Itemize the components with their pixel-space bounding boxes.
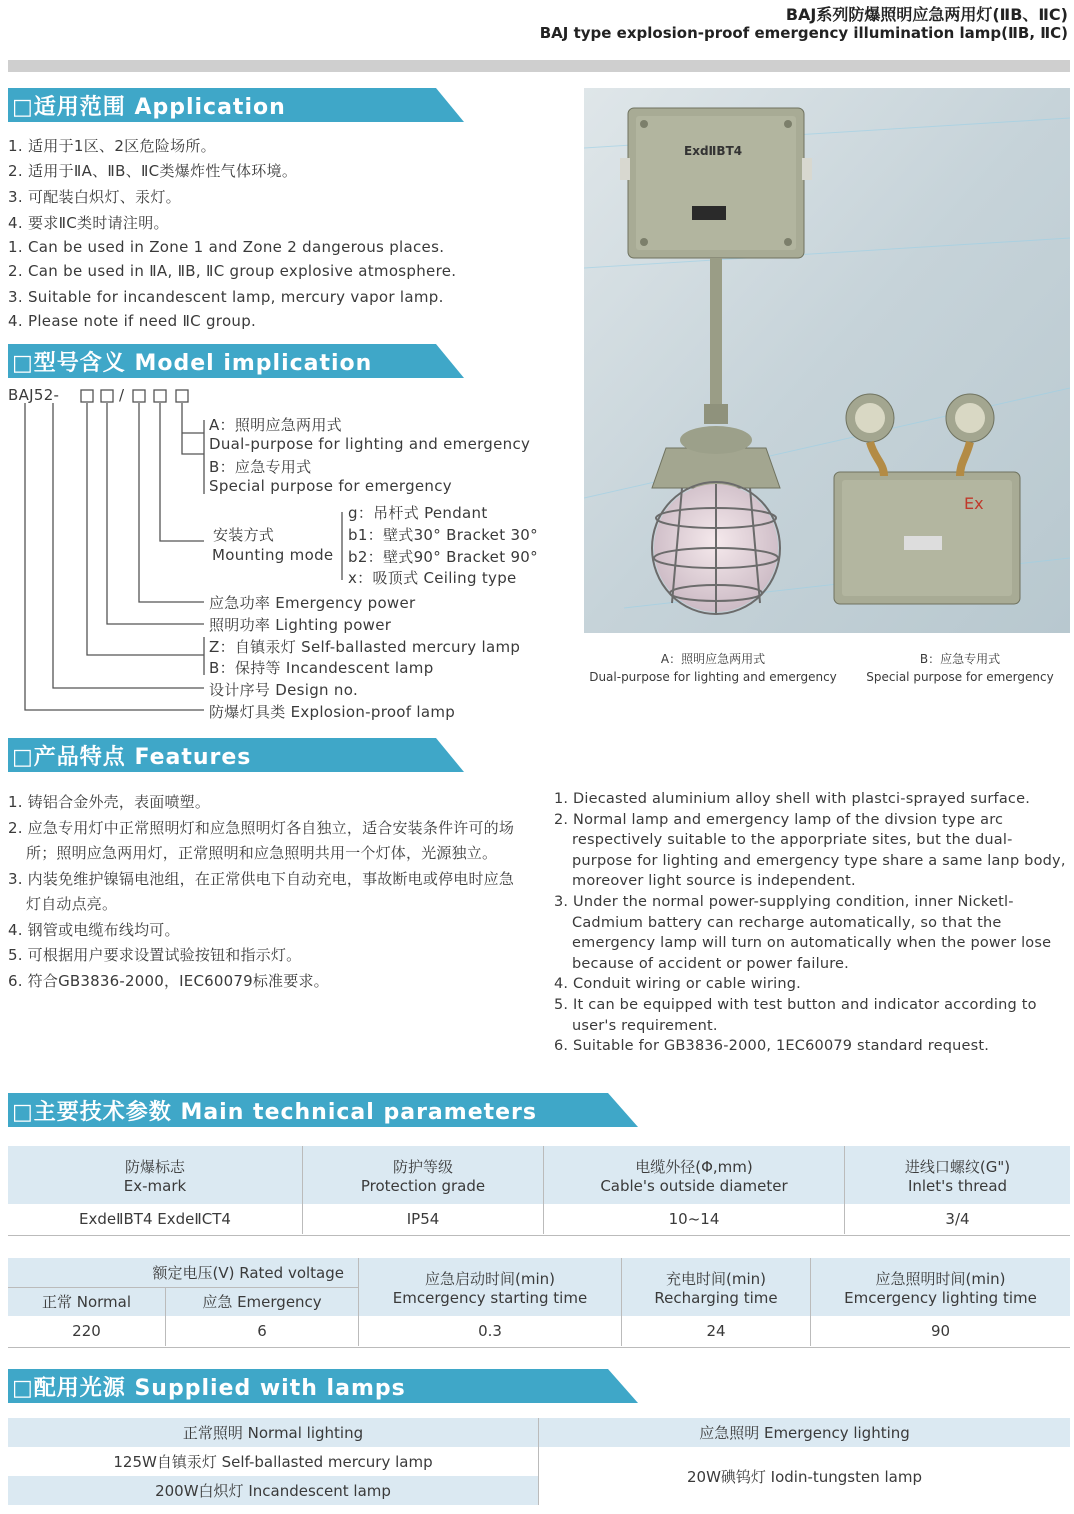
params-rated-voltage: 额定电压(V) Rated voltage <box>8 1258 359 1287</box>
feature-en-item: 3. Under the normal power-supplying condition, inner Nicketl-Cadmium battery can recharge automatically, so that the emergency lamp will turn on automatically when the power lose because of accident or power failure. <box>554 893 1052 972</box>
caption-a-en: Dual-purpose for lighting and emergency <box>589 670 837 684</box>
application-item: 4. Please note if need ⅡC group. <box>8 312 257 330</box>
feature-en-item: 1. Diecasted aluminium alloy shell with plastci-sprayed surface. <box>554 791 1031 807</box>
feature-cn-item: 5. 可根据用户要求设置试验按钮和指示灯。 <box>8 946 302 964</box>
section-lamps-title: □配用光源 Supplied with lamps <box>12 1376 406 1401</box>
feature-cn-item: 3. 内装免维护镍镉电池组，在正常供电下自动充电，事故断电或停电时应急灯自动点亮。 <box>8 869 515 913</box>
model-label-b-en: Special purpose for emergency <box>209 477 452 495</box>
application-item: 3. Suitable for incandescent lamp, mercury vapor lamp. <box>8 288 444 306</box>
params-header-thread: 进线口螺纹(G") Inlet's thread <box>845 1146 1071 1204</box>
params-value-light: 90 <box>811 1316 1071 1346</box>
params-header-start: 应急启动时间(min) Emcergency starting time <box>359 1258 622 1316</box>
section-application-title: □适用范围 Application <box>12 95 286 120</box>
model-label-mount-cn: 安装方式 <box>213 526 275 544</box>
params-header-cable: 电缆外径(Φ,mm) Cable's outside diameter <box>544 1146 845 1204</box>
section-features-header <box>8 738 464 772</box>
model-label-design-no: 设计序号 Design no. <box>209 681 359 699</box>
feature-cn-item: 6. 符合GB3836-2000，IEC60079标准要求。 <box>8 971 329 990</box>
table-rule <box>8 1235 1070 1236</box>
params-header-charge: 充电时间(min) Recharging time <box>622 1258 811 1316</box>
model-label-b2: b2：壁式90° Bracket 90° <box>348 548 538 566</box>
model-label-z: Z：自镇汞灯 Self-ballasted mercury lamp <box>209 638 521 656</box>
model-label-mount-en: Mounting mode <box>212 546 334 564</box>
table-rule <box>8 1347 1070 1348</box>
photo-mark-a: ExdⅡBT4 <box>684 144 743 158</box>
application-item: 2. Can be used in ⅡA, ⅡB, ⅡC group explosive atmosphere. <box>8 262 457 280</box>
params-value-exmark: ExdeⅡBT4 ExdeⅡCT4 <box>79 1210 231 1228</box>
caption-b-cn: B：应急专用式 <box>919 652 1001 666</box>
params-value-normal: 220 <box>72 1322 101 1340</box>
application-item: 4. 要求ⅡC类时请注明。 <box>8 214 169 232</box>
application-item: 1. Can be used in Zone 1 and Zone 2 dangerous places. <box>8 238 445 256</box>
application-item: 2. 适用于ⅡA、ⅡB、ⅡC类爆炸性气体环境。 <box>8 162 298 180</box>
model-code-diagram <box>0 0 600 730</box>
model-label-a-en: Dual-purpose for lighting and emergency <box>209 435 531 453</box>
params-value-emergency: 6 <box>166 1316 359 1346</box>
lamps-emergency-1: 20W碘钨灯 Iodin-tungsten lamp <box>539 1447 1071 1505</box>
params-header-exmark: 防爆标志 Ex-mark <box>123 1157 187 1195</box>
section-lamps-header <box>8 1369 638 1403</box>
model-label-x: x：吸顶式 Ceiling type <box>348 569 517 587</box>
page-title-cn: BAJ系列防爆照明应急两用灯(ⅡB、ⅡC) <box>785 5 1068 24</box>
params-value-start: 0.3 <box>359 1316 622 1346</box>
params-header-light: 应急照明时间(min) Emcergency lighting time <box>811 1258 1071 1316</box>
model-label-b1: b1：壁式30° Bracket 30° <box>348 526 538 544</box>
model-label-ex-lamp: 防爆灯具类 Explosion-proof lamp <box>209 703 456 721</box>
features-en-list <box>554 789 1070 1057</box>
photo-mark-b: Ex <box>964 494 984 513</box>
lamps-header-emergency: 应急照明 Emergency lighting <box>539 1418 1071 1447</box>
params-value-charge: 24 <box>622 1316 811 1346</box>
page-title-en: BAJ type explosion-proof emergency illumination lamp(ⅡB, ⅡC) <box>539 24 1068 42</box>
product-photo <box>584 88 1070 633</box>
application-item: 3. 可配装白炽灯、汞灯。 <box>8 188 181 206</box>
params-value-cable: 10~14 <box>544 1204 845 1234</box>
feature-en-item: 4. Conduit wiring or cable wiring. <box>554 976 801 993</box>
section-params-header <box>8 1093 638 1127</box>
feature-en-item: 5. It can be equipped with test button and indicator according to user's requirement. <box>554 996 1037 1034</box>
model-code-slash: / <box>119 386 125 404</box>
model-label-g: g：吊杆式 Pendant <box>348 504 488 522</box>
params-table-1 <box>8 1146 1070 1234</box>
model-label-b-lamp: B：保持等 Incandescent lamp <box>209 659 434 677</box>
lamps-header-normal: 正常照明 Normal lighting <box>182 1424 364 1442</box>
section-features-title: □产品特点 Features <box>12 745 252 770</box>
feature-cn-item: 1. 铸铝合金外壳，表面喷塑。 <box>8 793 211 811</box>
model-code-prefix: BAJ52- <box>8 386 60 404</box>
params-table-2 <box>8 1258 1070 1346</box>
model-label-a-cn: A：照明应急两用式 <box>209 416 342 434</box>
model-label-emergency-power: 应急功率 Emergency power <box>209 594 416 612</box>
params-value-thread: 3/4 <box>845 1204 1071 1234</box>
model-label-b-cn: B：应急专用式 <box>209 458 312 476</box>
feature-en-item: 6. Suitable for GB3836-2000, 1EC60079 standard request. <box>554 1038 990 1055</box>
caption-b-en: Special purpose for emergency <box>866 670 1054 684</box>
feature-en-item: 2. Normal lamp and emergency lamp of the divsion type arc respectively suitable to the apporpriate sites, but the dual-purpose for lighting and emergency type share a same lanp body, moreover light source is independent. <box>554 811 1066 890</box>
params-header-protection: 防护等级 Protection grade <box>303 1146 544 1204</box>
model-label-lighting-power: 照明功率 Lighting power <box>209 616 392 634</box>
section-model-title: □型号含义 Model implication <box>12 351 373 376</box>
features-cn-list <box>8 790 520 994</box>
params-header-emergency: 应急 Emergency <box>166 1287 359 1316</box>
params-header-normal: 正常 Normal <box>41 1293 132 1312</box>
application-item: 1. 适用于1区、2区危险场所。 <box>8 137 216 155</box>
lamps-normal-1: 125W自镇汞灯 Self-ballasted mercury lamp <box>8 1447 539 1476</box>
caption-a-cn: A：照明应急两用式 <box>660 652 766 666</box>
lamps-normal-2: 200W白炽灯 Incandescent lamp <box>8 1476 539 1505</box>
feature-cn-item: 4. 钢管或电缆布线均可。 <box>8 920 180 939</box>
lamps-table <box>8 1418 1070 1505</box>
feature-cn-item: 2. 应急专用灯中正常照明灯和应急照明灯各自独立，适合安装条件许可的场所；照明应急两用灯，正常照明和应急照明共用一个灯体，光源独立。 <box>8 818 515 862</box>
params-value-protection: IP54 <box>303 1204 544 1234</box>
section-params-title: □主要技术参数 Main technical parameters <box>12 1100 537 1125</box>
